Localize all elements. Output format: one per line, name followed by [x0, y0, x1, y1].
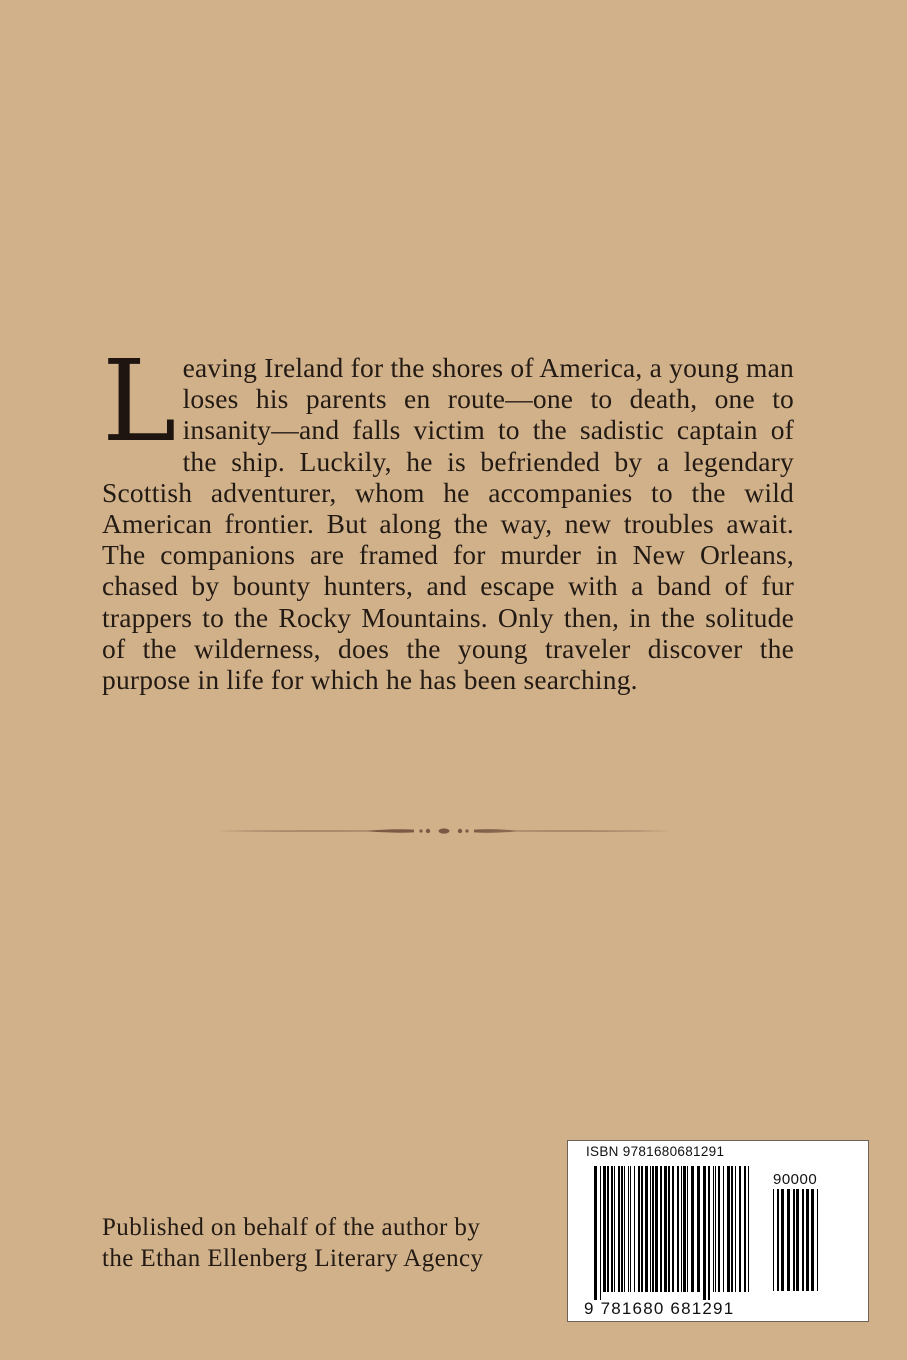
barcode-bar: [611, 1166, 613, 1292]
barcode-bar: [607, 1166, 609, 1292]
barcode-bar: [727, 1166, 730, 1292]
barcode-bar: [793, 1189, 795, 1291]
barcode-bar: [735, 1166, 736, 1292]
isbn-barcode: [567, 1140, 869, 1322]
price-code: 90000: [773, 1171, 818, 1188]
barcode-bar: [672, 1166, 674, 1292]
barcode-bar: [618, 1166, 620, 1292]
barcode-bar: [621, 1166, 623, 1292]
barcode-bar: [664, 1166, 667, 1292]
barcode-bar: [638, 1166, 640, 1292]
barcode-bar: [697, 1166, 700, 1292]
barcode-bar: [668, 1166, 670, 1292]
barcode-bar: [630, 1166, 631, 1292]
barcode-bar: [683, 1166, 686, 1292]
barcode-bar: [796, 1189, 799, 1291]
barcode-bar: [802, 1189, 804, 1291]
barcode-bar: [718, 1166, 720, 1292]
barcode-bar: [748, 1166, 749, 1292]
barcode-bar: [681, 1166, 682, 1292]
barcode-bar: [787, 1189, 790, 1291]
barcode-bar: [744, 1166, 746, 1292]
barcode-bars-addon: [773, 1189, 823, 1299]
barcode-bar: [687, 1166, 688, 1292]
publisher-line-1: Published on behalf of the author by: [102, 1214, 481, 1241]
barcode-bar: [713, 1166, 714, 1292]
barcode-bar: [603, 1166, 606, 1292]
publisher-note: [102, 1212, 483, 1274]
barcode-bar: [691, 1166, 694, 1292]
barcode-bar: [655, 1166, 658, 1292]
barcode-bar: [739, 1166, 741, 1292]
barcode-bar: [645, 1166, 648, 1292]
barcode-bar: [652, 1166, 654, 1292]
barcode-digits: 9 781680 681291: [584, 1299, 735, 1318]
barcode-bar: [806, 1189, 809, 1291]
barcode-bar: [660, 1166, 662, 1292]
barcode-bar: [708, 1166, 710, 1300]
barcode-bar: [811, 1189, 814, 1291]
barcode-bar: [777, 1189, 779, 1291]
barcode-bar: [773, 1189, 774, 1291]
drop-cap-letter: L: [102, 337, 177, 467]
divider-ornament: [216, 822, 672, 840]
barcode-bar: [650, 1166, 651, 1292]
barcode-bar: [634, 1166, 635, 1292]
barcode-bar: [715, 1166, 716, 1292]
barcode-bar: [723, 1166, 724, 1292]
isbn-label: ISBN 9781680681291: [586, 1144, 725, 1159]
barcode-bar: [628, 1166, 629, 1292]
barcode-bar: [594, 1166, 597, 1300]
barcode-bar: [781, 1189, 784, 1291]
back-cover-blurb: [102, 337, 794, 696]
barcode-bar: [614, 1166, 615, 1292]
barcode-bar: [641, 1166, 643, 1292]
barcode-bar: [703, 1166, 706, 1300]
publisher-line-2: the Ethan Ellenberg Literary Agency: [102, 1245, 484, 1272]
barcode-bar: [600, 1166, 601, 1300]
barcode-bar: [677, 1166, 679, 1292]
barcode-bar: [624, 1166, 625, 1292]
barcode-bars-main: [594, 1166, 754, 1300]
blurb-text: eaving Ireland for the shores of America, a young man loses his parents en route—one to death, one to insanity—and falls victim to the sadistic captain of the ship. Luckily, he is befriended by a legendary Scottish adventurer, whom he accompanies to the wild American frontier. But along the way, new troubles await. The companions are framed for murder in New Orleans, chased by bounty hunters, and escape with a band of fur trappers to the Rocky Mountains. Only then, in the solitude of the wilderness, does the young traveler discover the purpose in life for which he has been searching.: [102, 352, 794, 696]
barcode-bar: [817, 1189, 818, 1291]
barcode-bar: [731, 1166, 733, 1292]
